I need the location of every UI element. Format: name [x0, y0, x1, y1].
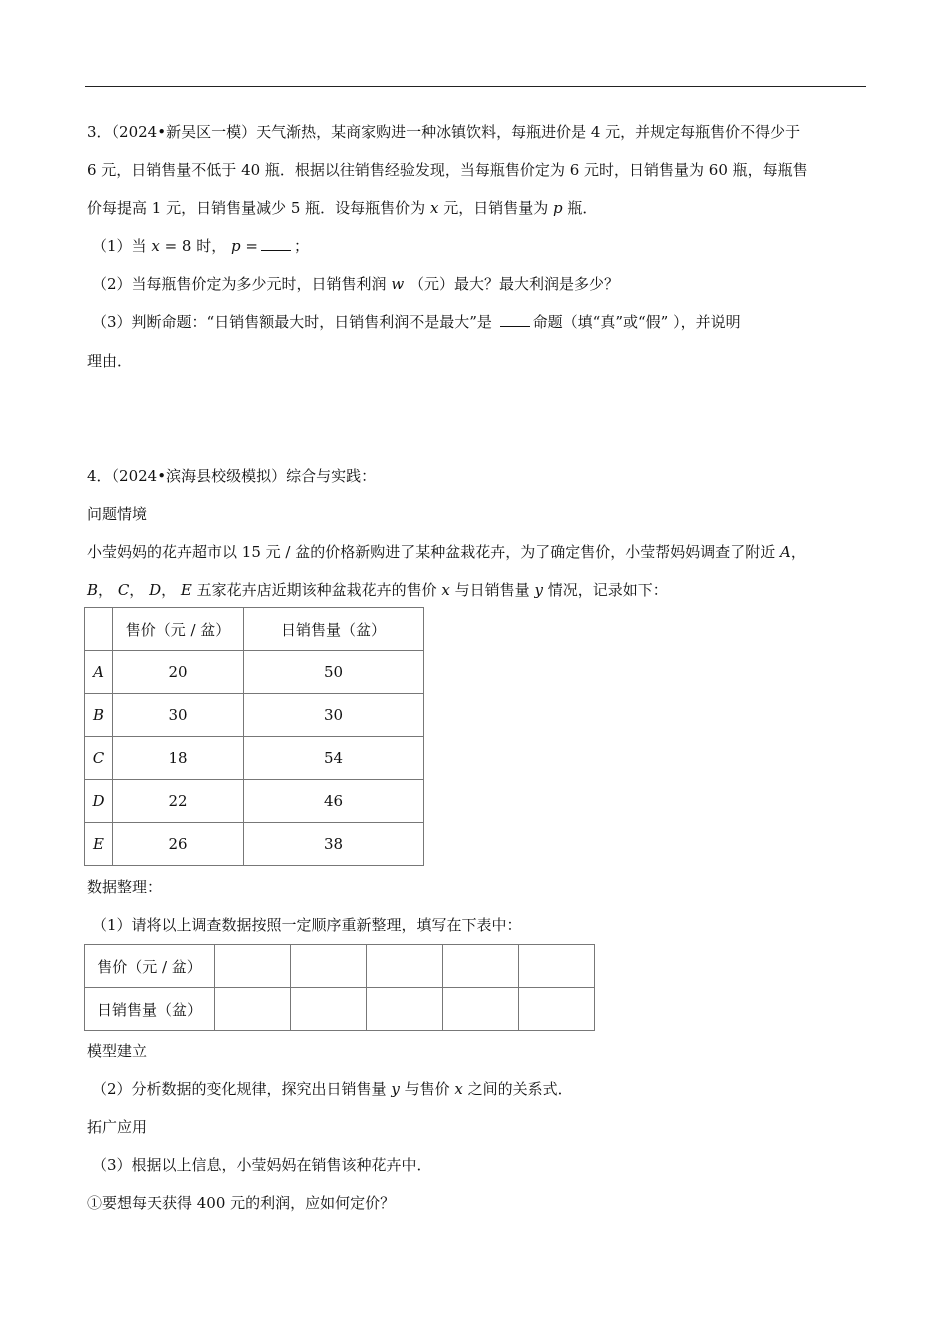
var-p: p — [553, 199, 563, 217]
section-heading: 模型建立 — [87, 1042, 148, 1060]
fill-cell[interactable] — [291, 945, 367, 988]
header-cell: 售价（元 / 盆） — [113, 608, 244, 651]
table-row — [85, 988, 595, 1031]
q4-sub-1: （1）请将以上调查数据按照一定顺序重新整理，填写在下表中： — [92, 916, 522, 934]
q3-line-3: 价每提高 1 元，日销售量减少 5 瓶．设每瓶售价为 x 元，日销售量为 p 瓶． — [87, 199, 598, 217]
header-rule — [85, 86, 866, 87]
header-cell — [85, 608, 113, 651]
var-x: x — [429, 199, 439, 217]
table-row: D 22 46 — [85, 780, 424, 823]
q4-title: 4．（2024•滨海县校级模拟）综合与实践： — [87, 467, 377, 485]
row-label: 售价（元 / 盆） — [85, 945, 215, 988]
q4-sub-3-1: ①要想每天获得 400 元的利润，应如何定价？ — [87, 1194, 396, 1212]
fill-cell[interactable] — [367, 988, 443, 1031]
fill-cell[interactable] — [291, 988, 367, 1031]
table-row: C 18 54 — [85, 737, 424, 780]
fill-in-table — [84, 944, 595, 1031]
q4-sub-2: （2）分析数据的变化规律，探究出日销售量 y 与售价 x 之间的关系式． — [92, 1080, 573, 1098]
q4-sub-3: （3）根据以上信息，小莹妈妈在销售该种花卉中． — [92, 1156, 432, 1174]
q4-para-2: B， C， D， E 五家花卉店近期该种盆栽花卉的售价 x 与日销售量 y 情况，记录如下： — [87, 581, 668, 599]
fill-cell[interactable] — [519, 945, 595, 988]
q3-sub-1: （1）当 x = 8 时， p = ； — [92, 237, 309, 255]
answer-blank[interactable] — [261, 236, 291, 251]
fill-cell[interactable] — [367, 945, 443, 988]
table-row — [85, 945, 595, 988]
fill-cell[interactable] — [215, 988, 291, 1031]
table-row: A 20 50 — [85, 651, 424, 694]
q3-line-1: 3．（2024•新吴区一模）天气渐热，某商家购进一种冰镇饮料，每瓶进价是 4 元，并规定每瓶售价不得少于 — [87, 123, 801, 141]
table-row: E 26 38 — [85, 823, 424, 866]
header-cell: 日销售量（盆） — [244, 608, 424, 651]
row-label: 日销售量（盆） — [85, 988, 215, 1031]
q3-sub-3-cont: 理由． — [87, 352, 133, 370]
fill-cell[interactable] — [215, 945, 291, 988]
table-row: B 30 30 — [85, 694, 424, 737]
q4-para-1: 小莹妈妈的花卉超市以 15 元 / 盆的价格新购进了某种盆栽花卉，为了确定售价，小莹帮妈妈调查了附近 A， — [87, 543, 806, 561]
survey-table — [84, 607, 424, 866]
q3-line-2: 6 元，日销售量不低于 40 瓶．根据以往销售经验发现，当每瓶售价定为 6 元时，日销售量为 60 瓶，每瓶售 — [87, 161, 808, 179]
section-heading: 数据整理： — [87, 878, 163, 896]
answer-blank[interactable] — [500, 312, 530, 327]
fill-cell[interactable] — [443, 945, 519, 988]
fill-cell[interactable] — [519, 988, 595, 1031]
table-header-row — [85, 608, 424, 651]
section-heading: 问题情境 — [87, 505, 148, 523]
fill-cell[interactable] — [443, 988, 519, 1031]
section-heading: 拓广应用 — [87, 1118, 148, 1136]
q3-sub-2: （2）当每瓶售价定为多少元时，日销售利润 w （元）最大？最大利润是多少？ — [92, 275, 619, 293]
q3-sub-3: （3）判断命题：“日销售额最大时，日销售利润不是最大”是 命题（填“真”或“假” ），并说明 — [92, 313, 741, 331]
